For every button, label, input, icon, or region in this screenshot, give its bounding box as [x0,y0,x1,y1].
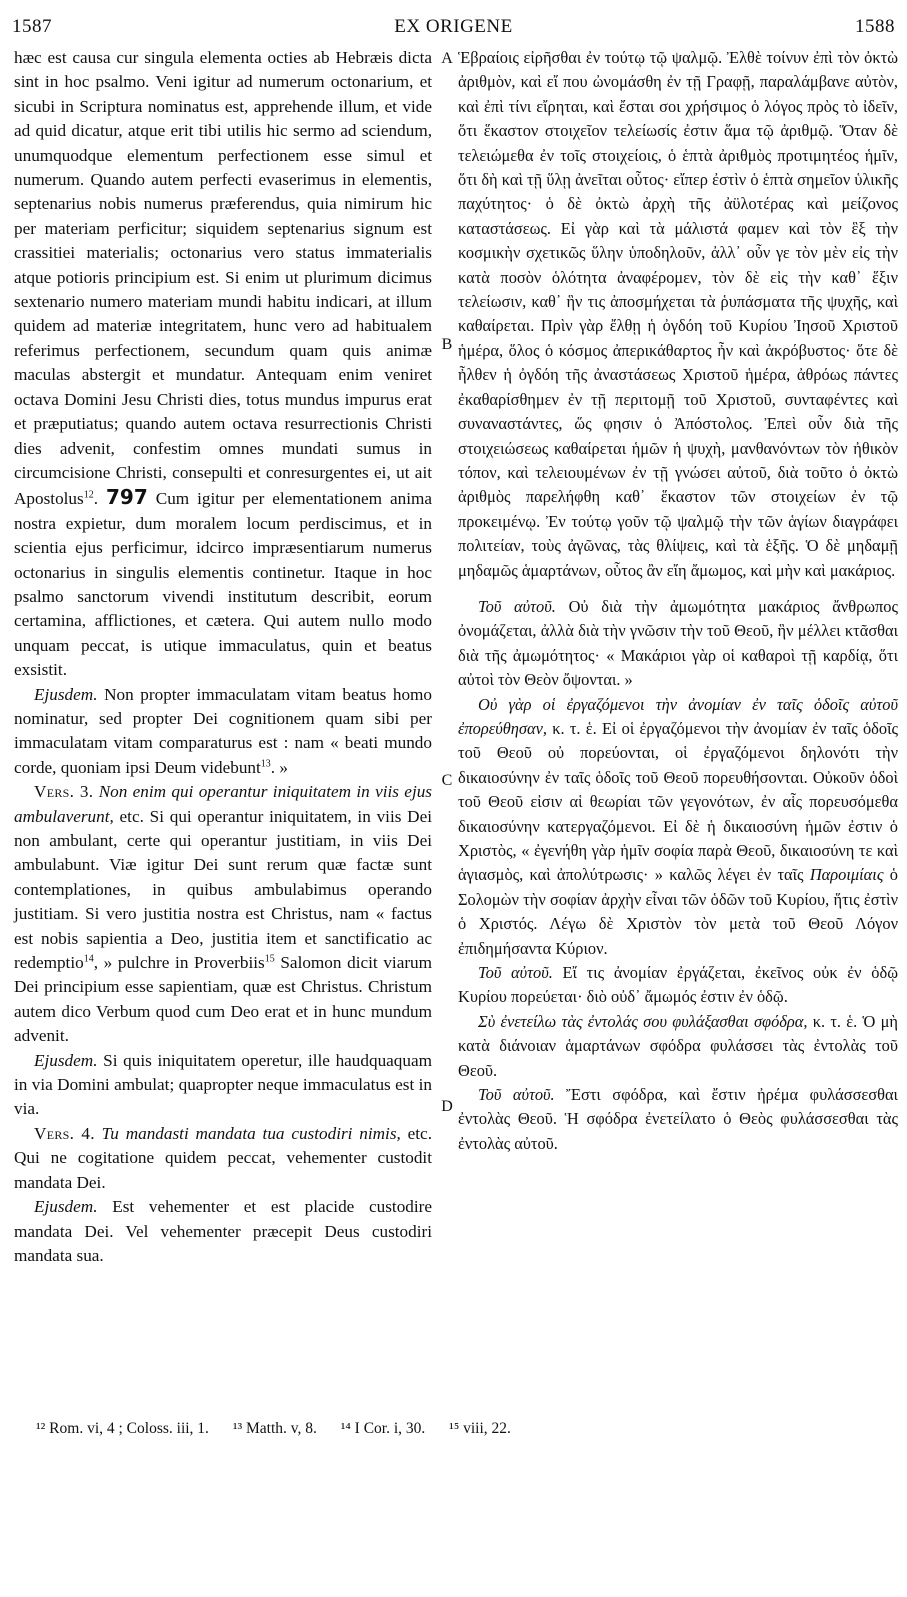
latin-text: , » pulchre in Proverbiis [93,953,265,973]
latin-paragraph-6 [14,1195,432,1268]
footnotes [36,1420,876,1438]
latin-text: . » [270,757,288,777]
latin-text: Si quis iniquitatem operetur, ille haudquaquam in via Domini ambulat; quapropter neque immaculatus est in via. [14,1050,432,1119]
greek-text: Ἔστι σφόδρα, καὶ ἔστιν ἠρέμα φυλάσσεσθαι ἐντολὰς Θεοῦ. Ἡ σφόδρα ἐνετείλατο ὁ Θεὸς φυλάσσεσθαι τὰς ἐντολὰς αὐτοῦ. [458,1085,898,1153]
verse-citation: Tu mandasti mandata tua custodiri nimis, [101,1123,401,1143]
margin-letter-c: C [441,772,453,789]
verse-citation: Σὺ ἐνετείλω τὰς ἐντολάς σου φυλάξασθαι σφόδρα, [478,1011,808,1031]
greek-paragraph-3 [458,693,898,961]
greek-text: ὁ Σολομὼν τὴν σοφίαν ἀρχὴν εἶναι τῶν ὁδῶν τοῦ Κυρίου, ἥτις ἐστὶν ὁ Χριστός. Λέγω δὲ Χριστὸν τὸν μετὰ τοῦ Θεοῦ Λόγον ἐπιδημήσαντα Κύριον. [458,865,898,958]
running-title: EX ORIGENE [394,16,513,37]
column-number: 797 [106,485,148,510]
footnote: ¹⁵ viii, 22. [449,1420,511,1437]
greek-column [458,46,898,1156]
latin-text: hæc est causa cur singula elementa octies ab Hebræis dicta sint in hoc psalmo. Veni igitur ad numerum octonarium, et sicubi in Scriptura nominatus est, apprehende illum, et vide ad quid dicatur, atque erit tibi utilis hic sermo ad sciendum, unumquodque elementum perfectionem esse simul et numerum. Quando autem perfecti evaserimus in elementis, septenarius nobis numerus præferendus, quia nimirum hic per materiam perficitur; siquidem septenarius signum est crassitiei materialis; octonarius vero status immaterialis atque potioris principium est. Si enim ut plurimum dicimus sextenario numero materiam mundi habitu indicari, at illum quidem ad materiæ integritatem, hunc vero ad habitualem referimus perfectionem, secundum quam quis animæ maculas abstergit et mundatur. Antequam enim veniret octava Domini Jesu Christi dies, totus mundus impurus erat et præputiatus; quando autem octava resurrectionis Christi dies advenit, confestim omnes mundati sumus in circumcisione Christi, consepulti et conresurgentes ei, ut ait Apostolus [14,48,432,509]
verse-citation: Οὐ γὰρ οἱ ἐργαζόμενοι τὴν ἀνομίαν ἐν ταῖς ὁδοῖς αὐτοῦ ἐπορεύθησαν, [458,694,898,738]
section-label: Τοῦ αὐτοῦ. [478,1085,555,1105]
latin-paragraph-2 [14,683,432,781]
section-label: Ejusdem. [34,1050,98,1070]
page-number-right: 1588 [855,16,895,37]
margin-letter-d: D [441,1098,453,1115]
latin-text: Est vehementer et est placide custodire mandata Dei. Vel vehementer præcepit Deus custodiri mandata sua. [14,1197,433,1265]
section-label: Ejusdem. [34,684,98,704]
latin-paragraph-4 [14,1049,432,1122]
latin-text: Salomon dicit viarum Dei principium esse sapientiam, quæ est Christus. Christum autem dico Verbum quod cum Deo erat et in hunc mundum advenit. [14,953,433,1046]
latin-text: Non propter immaculatam vitam beatus homo nominatur, sed propter Dei cognitionem quam sibi per immaculatam vitam comparaturus est : nam « beati mundo corde, quoniam ipsi Deum videbunt [14,684,432,777]
verse-label: Vers. 4. [34,1123,95,1143]
greek-text: Ἑβραίοις εἰρῆσθαι ἐν τούτῳ τῷ ψαλμῷ. Ἐλθὲ τοίνυν ἐπὶ τὸν ὀκτὼ ἀριθμὸν, καὶ εἴ που ὠνομάσθη ἐν τῇ Γραφῇ, παραλάμβανε αὐτὸν, καὶ ἐπὶ τίνι εἴρηται, καὶ ἔσται σοι χρήσιμος ὁ λόγος πρὸς τὸ ἰδεῖν, ὅτι ἕκαστον στοιχεῖον τελείωσίς ἐστιν ἅμα τῷ ἀριθμῷ. Ὅταν δὲ τελειώμεθα ἐν τοῖς στοιχείοις, ὁ ἑπτὰ ἀριθμὸς προτιμητέος ἡμῖν, ὅτι δὴ καὶ τῇ ὕλῃ ἀνεῖται οὗτος· εἴπερ ἐστὶν ὁ ἑπτὰ σημεῖον ὑλικῆς παχύτητος· ὁ δὲ ὀκτὼ ἀρχὴ τῆς ἀϋλοτέρας καὶ μείζονος καταστάσεως. Εἰ γὰρ καὶ τὰ μάλιστά φαμεν καὶ τὸν ἓξ τὴν κοσμικὴν σχετικῶς ὕλην ὑποδηλοῦν, ἀλλ᾽ οὖν γε τὸν μὲν εἰς τὴν κατὰ ποσὸν ὁλότητα ἀναφέρομεν, τὸν δὲ εἰς τὴν καθ᾽ ἕξιν τελείωσιν, καθ᾽ ἣν τις ἀποσμήχεται τὰ ῥυπάσματα τῆς ψυχῆς, καὶ καθαίρεται. Πρὶν γὰρ ἔλθῃ ἡ ὀγδόη τοῦ Κυρίου Ἰησοῦ Χριστοῦ ἡμέρα, ὅλος ὁ κόσμος ἀπερικάθαρτος ἦν καὶ ἀκρόβυστος· ὅτε δὲ ἦλθεν ἡ ὀγδόη τῆς ἀναστάσεως Χριστοῦ ἡμέρα, ἀθρόως πάντες ἐκαθαρίσθημεν ἐν τῇ περιτομῇ τοῦ Χριστοῦ, συνταφέντες καὶ συναναστάντες, ὥς φησιν ὁ Ἀπόστολος. Ἐπεὶ οὖν διὰ τῆς στοιχειώσεως καθαίρεται ἡμῶν ἡ ψυχὴ, μανθανόντων τὸν ἠθικὸν τόπον, καὶ τελειουμένων ἐν τῇ γνώσει αὐτοῦ, διὰ τοῦτο ὁ ὀκτὼ ἀριθμὸς παρελήφθη καθ᾽ ἕκαστον τῶν στοιχείων ἐν τῷ προκειμένῳ. Ἐν τούτῳ γοῦν τῷ ψαλμῷ τὴν τῶν ἁγίων διαγράφει πολιτείαν, τοὺς ἀγῶνας, τὰς θλίψεις, καὶ τὰ ἑξῆς. Ὁ δὲ μηδαμῇ μηδαμῶς ἁμαρτάνων, οὗτος ἂν εἴη ἄμωμος, καὶ μὴν καὶ μακάριος. [458,48,898,580]
footnote: ¹³ Matth. v, 8. [232,1420,317,1437]
running-header [0,16,907,46]
latin-column [14,46,432,1268]
footnote-ref: 12 [83,489,94,501]
latin-paragraph-5 [14,1122,432,1195]
verse-label: Vers. 3. [34,782,94,802]
greek-paragraph-4 [458,961,898,1010]
latin-text: etc. Qui ne cogitatione quidem peccat, vehementer custodit mandata Dei. [14,1123,432,1192]
section-label: Ejusdem. [34,1197,98,1217]
section-label: Τοῦ αὐτοῦ. [478,963,553,983]
book-citation: Παροιμίαις [809,865,884,885]
footnote: ¹² Rom. vi, 4 ; Coloss. iii, 1. [36,1420,209,1437]
greek-paragraph-2 [458,595,898,693]
column-gap [458,583,898,595]
greek-text: Εἴ τις ἀνομίαν ἐργάζεται, ἐκεῖνος οὐκ ἐν ὁδῷ Κυρίου πορεύεται· διὸ οὐδ᾽ ἄμωμός ἐστιν ἐν ὁδῷ. [458,963,898,1007]
greek-paragraph-5 [458,1010,898,1083]
margin-letter-a: A [441,50,453,67]
footnote-ref: 15 [264,953,275,965]
greek-text: κ. τ. ἑ. Εἰ οἱ ἐργαζόμενοι τὴν ἀνομίαν ἐν ταῖς ὁδοῖς τοῦ Θεοῦ οὐ πορεύονται, οἱ ἐργαζόμενοι δηλονότι τὴν δικαιοσύνην ἐν ταῖς ὁδοῖς τοῦ Θεοῦ πορευθήσονται. Οὐκοῦν ὁδοὶ τοῦ Θεοῦ εἰσιν αἱ θεωρίαι τῶν γεγονότων, ἐν αἷς πορευσόμεθα δικαιοσύνην κατεργαζόμενοι. Εἰ δὲ ἡ δικαιοσύνη ἡμῶν ἐστιν ὁ Χριστὸς, « ἐγενήθη γὰρ ἡμῖν σοφία παρὰ Θεοῦ, δικαιοσύνη τε καὶ ἁγιασμὸς, καὶ ἀπολύτρωσις· » καλῶς λέγει ἐν ταῖς [458,718,898,885]
latin-paragraph-1: hæc est causa cur singula elementa octies ab Hebræis dicta sint in hoc psalmo. Veni igitur ad numerum octonarium, et sicubi in Scriptura nominatus est, apprehende illum, et vide ad quid dicatur, atque erit tibi utilis hic sermo ad sciendum, unumquodque elementum perfectionem esse simul et numerum. Quando autem perfecti evaserimus in elementis, septenarius nobis numerus præferendus, quia nimirum hic per materiam perficitur; siquidem septenarius signum est crassitiei materialis; octonarius vero status immaterialis atque potioris principium est. Si enim ut plurimum dicimus sextenario numero materiam mundi habitu indicari, at illum quidem ad materiæ integritatem, hunc vero ad habitualem referimus perfectionem, secundum quam quis animæ maculas abstergit et mundatur. Antequam enim veniret octava Domini Jesu Christi dies, totus mundus impurus erat et præputiatus; quando autem octava resurrectionis Christi dies advenit, confestim omnes mundati sumus in circumcisione Christi, consepulti et conresurgentes ei, ut ait Apostolus$^{12}$. 797 Cum igitur per elementationem anima nostra expietur, dum moralem locum perdiscimus, et in scientia ejus perficimur, idcirco impræsentiarum numerus octonarius in singulis elementis continetur. Itaque in hoc psalmo sanctorum vivendi institutum describit, eorum certamina, afflictiones, et cætera. Qui autem nullo modo unquam peccat, is utique immaculatus, quin et beatus exsistit. [14,48,433,680]
greek-text: κ. τ. ἑ. Ὁ μὴ κατὰ διάνοιαν ἁμαρτάνων σφόδρα φυλάσσει τὰς ἐντολὰς τοῦ Θεοῦ. [458,1011,898,1080]
greek-text: Οὐ διὰ τὴν ἀμωμότητα μακάριος ἄνθρωπος ὀνομάζεται, ἀλλὰ διὰ τὴν γνῶσιν τὴν τοῦ Θεοῦ, ἣν μέλλει κτᾶσθαι διὰ τῆς ἀμωμότητος· « Μακάριοι γὰρ οἱ καθαροὶ τῇ καρδίᾳ, ὅτι αὐτοὶ τὸν Θεὸν ὄψονται. » [458,596,898,690]
latin-text: etc. Si qui operantur iniquitatem, in viis Dei non ambulant, certe qui operantur justitiam, in viis Dei ambulabunt. Viæ igitur Dei sunt rerum quæ factæ sunt contemplationes, in quibus ambulabimus operando justitiam. Si vero justitia nostra est Christus, nam « factus est nobis sapientia a Deo, justitia item et sanctificatio ac redemptio [14,806,432,973]
greek-paragraph-1 [458,46,898,583]
verse-citation: Non enim qui operantur iniquitatem in viis ejus ambulaverunt, [14,782,432,826]
footnote: ¹⁴ I Cor. i, 30. [340,1420,426,1437]
latin-text: Cum igitur per elementationem anima nostra expietur, dum moralem locum perdiscimus, et in scientia ejus perficimur, idcirco impræsentiarum numerus octonarius in singulis elementis continetur. Itaque in hoc psalmo sanctorum vivendi institutum describit, eorum certamina, afflictiones, et cætera. Qui autem nullo modo unquam peccat, is utique immaculatus, quin et beatus exsistit. [14,489,433,680]
page-number-left: 1587 [12,16,52,37]
footnote-ref: 14 [83,953,94,965]
section-label: Τοῦ αὐτοῦ. [478,596,556,616]
margin-letter-b: B [441,336,453,353]
footnote-ref: 13 [260,758,271,770]
latin-paragraph-3 [14,780,432,1048]
greek-paragraph-6 [458,1083,898,1156]
